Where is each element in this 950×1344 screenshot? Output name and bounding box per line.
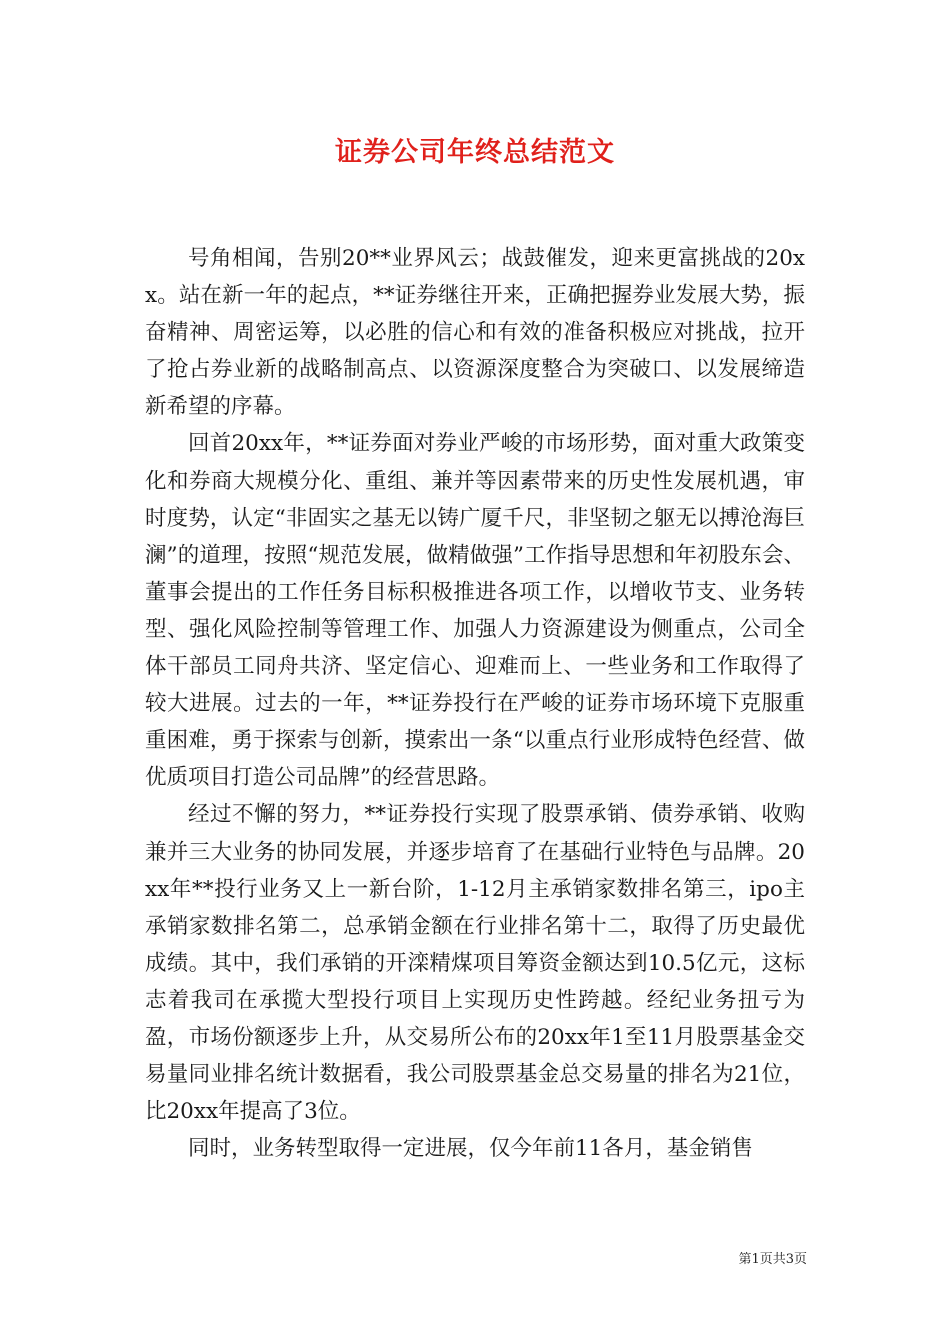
paragraph-intro: 号角相闻，告别20**业界风云；战鼓催发，迎来更富挑战的20xx。站在新一年的起点，**证券继往开来，正确把握券业发展大势，振奋精神、周密运筹，以必胜的信心和有效的准备积极应对挑战，拉开了抢占券业新的战略制高点、以资源深度整合为突破口、以发展缔造新希望的序幕。 xyxy=(145,246,805,420)
page-title: 证券公司年终总结范文 xyxy=(335,137,615,168)
paragraph-achievements: 经过不懈的努力，**证券投行实现了股票承销、债券承销、收购兼并三大业务的协同发展，并逐步培育了在基础行业特色与品牌。20xx年**投行业务又上一新台阶，1-12月主承销家数排名第三，ipo主承销家数排名第二，总承销金额在行业排名第十二，取得了历史最优成绩。其中，我们承销的开滦精煤项目筹资金额达到10.5亿元，这标志着我司在承揽大型投行项目上实现历史性跨越。经纪业务扭亏为盈，市场份额逐步上升，从交易所公布的20xx年1至11月股票基金交易量同业排名统计数据看，我公司股票基金总交易量的排名为21位，比20xx年提高了3位。 xyxy=(145,802,805,1125)
paragraph-transition: 同时，业务转型取得一定进展，仅今年前11各月，基金销售 xyxy=(188,1136,753,1162)
paragraph-review: 回首20xx年，**证券面对券业严峻的市场形势，面对重大政策变化和券商大规模分化、重组、兼并等因素带来的历史性发展机遇，审时度势，认定“非固实之基无以铸广厦千尺，非坚韧之躯无以搏沧海巨澜”的道理，按照“规范发展，做精做强”工作指导思想和年初股东会、董事会提出的工作任务目标积极推进各项工作，以增收节支、业务转型、强化风险控制等管理工作、加强人力资源建设为侧重点，公司全体干部员工同舟共济、坚定信心、迎难而上、一些业务和工作取得了较大进展。过去的一年，**证券投行在严峻的证券市场环境下克服重重困难，勇于探索与创新，摸索出一条“以重点行业形成特色经营、做优质项目打造公司品牌”的经营思路。 xyxy=(145,431,805,791)
document-body xyxy=(145,240,805,1167)
page-number: 第1页共3页 xyxy=(738,1252,807,1267)
